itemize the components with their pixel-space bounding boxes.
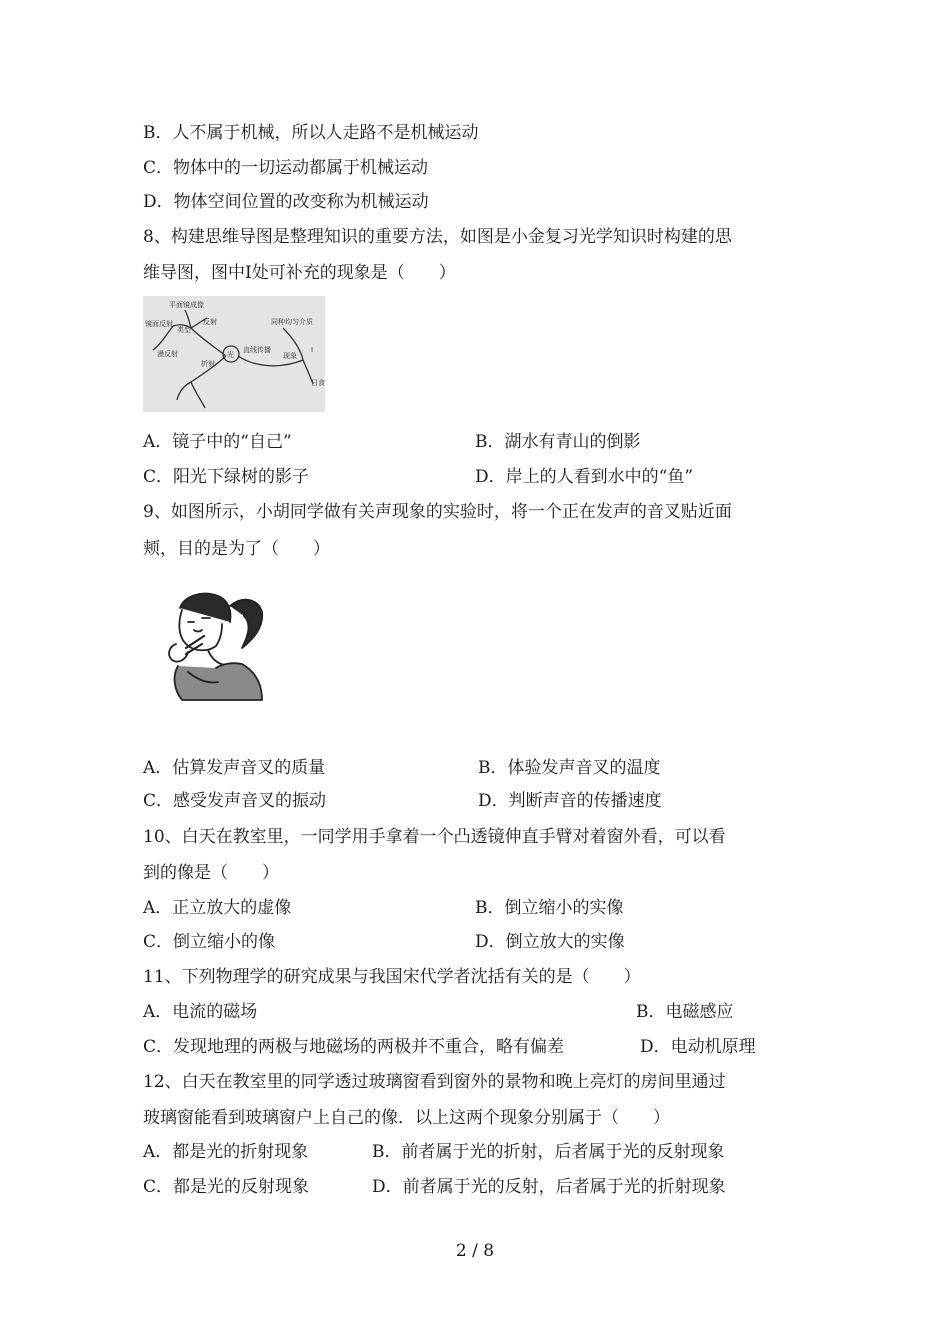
q8-option-a: A．镜子中的“自己” bbox=[143, 432, 292, 452]
q9-option-d: D．判断声音的传播速度 bbox=[478, 791, 662, 811]
q9-option-b: B．体验发声音叉的温度 bbox=[478, 758, 661, 778]
optics-mind-map-figure bbox=[143, 296, 325, 412]
q9-option-a: A．估算发声音叉的质量 bbox=[143, 758, 326, 778]
q9-stem-line2: 颊，目的是为了（ ） bbox=[143, 539, 330, 559]
tuning-fork-girl-figure bbox=[158, 588, 270, 708]
q12-stem-line1: 12、白天在教室里的同学透过玻璃窗看到窗外的景物和晚上亮灯的房间里通过 bbox=[143, 1072, 726, 1092]
node-phenomenon: 现象 bbox=[283, 352, 297, 360]
q11-option-d: D．电动机原理 bbox=[640, 1037, 756, 1057]
q10-option-d: D．倒立放大的实像 bbox=[475, 932, 625, 952]
q10-option-a: A．正立放大的虚像 bbox=[143, 898, 292, 918]
page-number: 2 / 8 bbox=[455, 1241, 495, 1261]
q10-option-b: B．倒立缩小的实像 bbox=[475, 898, 624, 918]
node-diffuse: 漫反射 bbox=[157, 350, 178, 358]
q9-option-c: C．感受发声音叉的振动 bbox=[143, 791, 327, 811]
node-type: 类型 bbox=[177, 326, 191, 334]
q12-option-a: A．都是光的折射现象 bbox=[143, 1142, 309, 1162]
q12-option-b: B．前者属于光的折射，后者属于光的反射现象 bbox=[372, 1142, 725, 1162]
q11-option-b: B．电磁感应 bbox=[636, 1002, 734, 1022]
q8-stem-line2: 维导图，图中Ⅰ处可补充的现象是（ ） bbox=[143, 263, 456, 283]
q12-option-d: D．前者属于光的反射，后者属于光的折射现象 bbox=[372, 1177, 726, 1197]
q11-option-a: A．电流的磁场 bbox=[143, 1002, 258, 1022]
q8-option-d: D．岸上的人看到水中的“鱼” bbox=[475, 467, 694, 487]
q8-option-b: B．湖水有青山的倒影 bbox=[475, 432, 641, 452]
q10-stem-line2: 到的像是（ ） bbox=[143, 863, 279, 883]
q7-option-b: B．人不属于机械，所以人走路不是机械运动 bbox=[143, 123, 479, 143]
node-reflect: 反射 bbox=[203, 318, 217, 326]
q9-stem-line1: 9、如图所示，小胡同学做有关声现象的实验时，将一个正在发声的音叉贴近面 bbox=[143, 502, 732, 522]
node-plane-mirror: 平面镜成像 bbox=[169, 301, 204, 309]
node-eclipse: 日食 bbox=[311, 379, 325, 387]
q12-stem-line2: 玻璃窗能看到玻璃窗户上自己的像．以上这两个现象分别属于（ ） bbox=[143, 1108, 670, 1128]
q8-stem-line1: 8、构建思维导图是整理知识的重要方法，如图是小金复习光学知识时构建的思 bbox=[143, 227, 732, 247]
node-straight-line: 直线传播 bbox=[243, 346, 271, 354]
q7-option-d: D．物体空间位置的改变称为机械运动 bbox=[143, 192, 429, 212]
q7-option-c: C．物体中的一切运动都属于机械运动 bbox=[143, 158, 429, 178]
node-blank-I: Ⅰ bbox=[311, 346, 314, 354]
node-uniform-medium: 同种均匀介质 bbox=[271, 318, 313, 326]
q12-option-c: C．都是光的反射现象 bbox=[143, 1177, 310, 1197]
q8-option-c: C．阳光下绿树的影子 bbox=[143, 467, 310, 487]
node-specular: 镜面反射 bbox=[145, 320, 173, 328]
q10-stem-line1: 10、白天在教室里，一同学用手拿着一个凸透镜伸直手臂对着窗外看，可以看 bbox=[143, 827, 726, 847]
q10-option-c: C．倒立缩小的像 bbox=[143, 932, 276, 952]
q11-stem: 11、下列物理学的研究成果与我国宋代学者沈括有关的是（ ） bbox=[143, 967, 641, 987]
node-refract: 折射 bbox=[201, 360, 215, 368]
q11-option-c: C．发现地理的两极与地磁场的两极并不重合，略有偏差 bbox=[143, 1037, 565, 1057]
node-light: 光 bbox=[227, 351, 234, 359]
